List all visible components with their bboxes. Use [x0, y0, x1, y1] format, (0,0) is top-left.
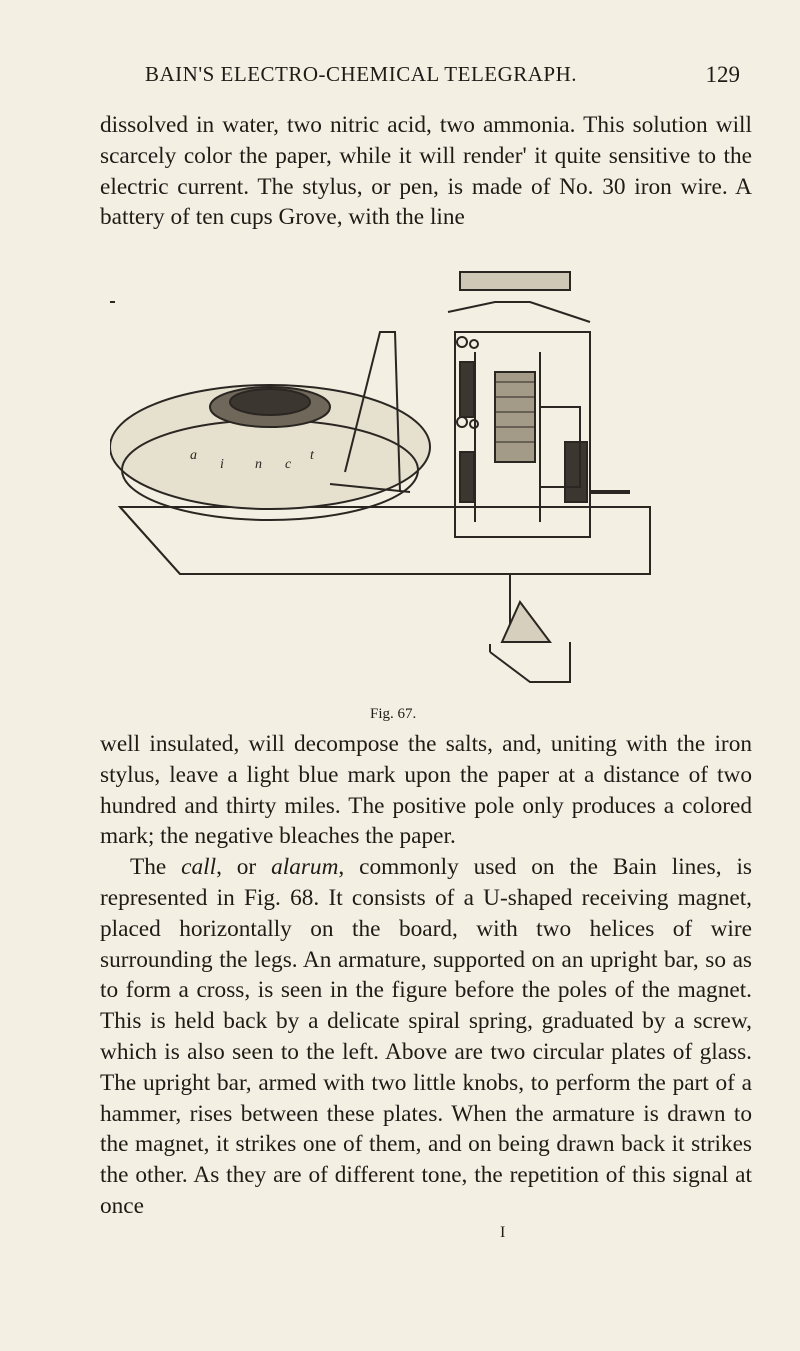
italic-alarum: alarum — [271, 854, 339, 881]
svg-text:c: c — [285, 457, 292, 472]
signature-mark: I — [500, 1224, 506, 1241]
text-span: The — [130, 854, 182, 881]
page-number: 129 — [705, 62, 740, 87]
paragraph-text: well insulated, will decompose the salts, and, uniting with the iron stylus, leave a light blue mark upon the paper at a distance of two hundred and thirty miles. The positive pole only produces a colored mark; the negative bleaches the paper. — [100, 731, 752, 850]
paragraph-text-call-alarum — [100, 852, 752, 1222]
text-span: , or — [216, 854, 272, 881]
page-header — [0, 62, 740, 92]
paragraph-text: dissolved in water, two nitric acid, two ammonia. This solution will scarcely color the paper, while it will render' it quite sensitive to the electric current. The stylus, or pen, is made of No. 30 iron wire. A battery of ten cups Grove, with the line — [100, 112, 752, 231]
italic-call: call — [181, 854, 217, 881]
figure-bain-telegraph-apparatus — [110, 262, 670, 692]
svg-text:t: t — [310, 448, 314, 463]
running-head: BAIN'S ELECTRO-CHEMICAL TELEGRAPH. — [145, 62, 578, 86]
paragraph-top — [100, 110, 752, 233]
paragraph-bottom — [100, 729, 752, 1222]
svg-text:n: n — [255, 457, 262, 472]
svg-text:a: a — [190, 448, 197, 463]
text-span: , commonly used on the Bain lines, is represented in Fig. 68. It consists of a U-shaped receiving magnet, placed horizontally on the board, with two helices of wire surrounding the legs. An armature, supported on an upright bar, so as to form a cross, is seen in the figure before the poles of the magnet. This is held back by a delicate spiral spring, graduated by a screw, which is also seen to the left. Above are two circular plates of glass. The upright bar, armed with two little knobs, to perform the part of a hammer, rises between these plates. When the armature is drawn to the magnet, it strikes one of them, and on being drawn back it strikes the other. As they are of different tone, the repetition of this signal at once — [100, 854, 752, 1219]
figure-caption: Fig. 67. — [370, 706, 417, 722]
svg-text:i: i — [220, 457, 224, 472]
